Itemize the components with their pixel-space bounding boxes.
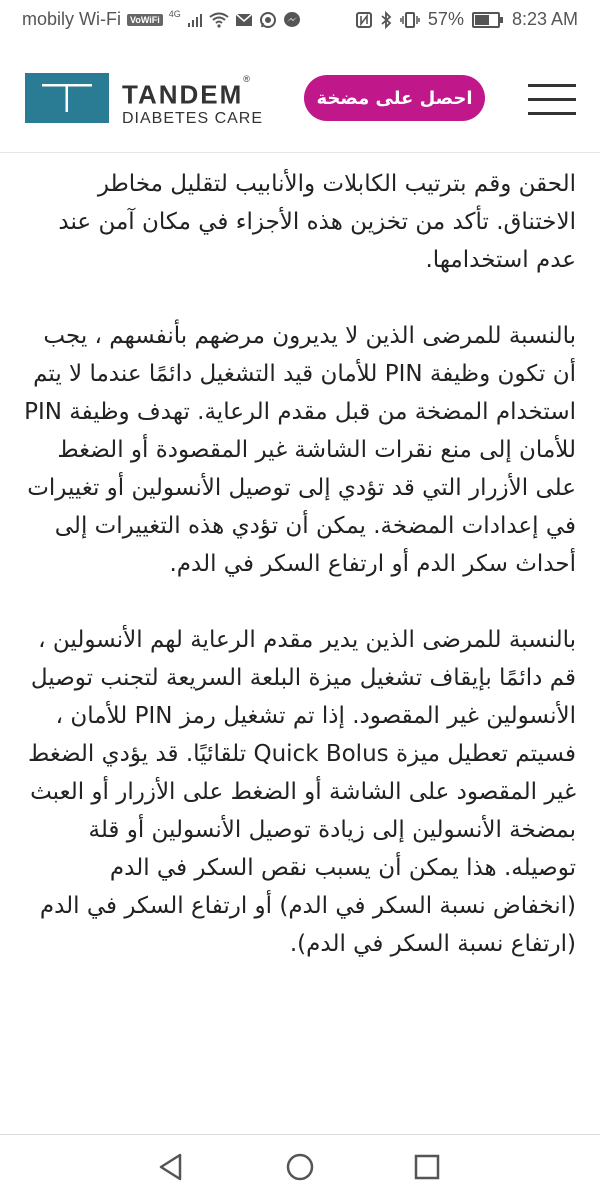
mail-icon — [235, 13, 253, 27]
vibrate-icon — [400, 12, 420, 28]
bluetooth-icon — [380, 11, 392, 29]
article-body — [24, 152, 576, 1134]
clock: 8:23 AM — [511, 9, 578, 29]
tandem-logo-mark[interactable] — [25, 73, 109, 123]
get-pump-button[interactable]: احصل على مضخة — [304, 75, 485, 121]
system-nav-bar — [0, 1134, 600, 1201]
article-paragraph: بالنسبة للمرضى الذين لا يديرون مرضهم بأنفسهم ، يجب أن تكون وظيفة PIN للأمان قيد التشغيل دائمًا عندما لا يتم استخدام المضخة من قبل مقدم الرعاية. تهدف وظيفة PIN للأمان إلى منع نقرات الشاشة غير المقصودة أو الضغط على الأزرار التي قد تؤدي إلى توصيل الأنسولين أو تغييرات في إعدادات المضخة. يمكن أن تؤدي هذه التغييرات إلى أحداث سكر الدم أو ارتفاع السكر في الدم. — [24, 323, 576, 577]
carrier-name: mobily Wi-Fi — [22, 9, 121, 29]
whatsapp-icon — [259, 11, 277, 29]
logo-subtitle: DIABETES CARE — [122, 109, 264, 127]
back-icon[interactable] — [154, 1150, 188, 1184]
home-icon[interactable] — [283, 1150, 317, 1184]
status-bar — [0, 0, 600, 40]
vowifi-badge: VoWiFi — [127, 14, 163, 26]
wifi-icon — [209, 12, 229, 28]
messenger-icon — [283, 11, 301, 29]
battery-icon — [472, 12, 500, 28]
hamburger-menu-icon[interactable] — [528, 82, 576, 118]
article-paragraph: بالنسبة للمرضى الذين يدير مقدم الرعاية لهم الأنسولين ، قم دائمًا بإيقاف تشغيل ميزة البلعة السريعة لتجنب توصيل الأنسولين غير المقصود. إذا تم تشغيل رمز PIN للأمان ، فسيتم تعطيل ميزة Quick Bolus تلقائيًا. قد يؤدي الضغط غير المقصود على الشاشة أو الضغط على الأزرار أو العبث بمضخة الأنسولين إلى زيادة توصيل الأنسولين أو قلة توصيله. هذا يمكن أن يسبب نقص السكر في الدم (انخفاض نسبة السكر في الدم) أو ارتفاع السكر في الدم (ارتفاع نسبة السكر في الدم). — [28, 627, 576, 957]
nfc-icon — [356, 12, 372, 28]
status-bar-right — [356, 9, 578, 30]
signal-icon — [187, 12, 203, 28]
tandem-logo-text[interactable] — [122, 74, 264, 128]
battery-percent: 57% — [427, 9, 464, 29]
logo-name: TANDEM — [122, 79, 244, 110]
article-paragraph: الحقن وقم بترتيب الكابلات والأنابيب لتقليل مخاطر الاختناق. تأكد من تخزين هذه الأجزاء في مكان آمن عند عدم استخدامها. — [58, 171, 576, 273]
status-bar-left — [22, 9, 301, 30]
recents-icon[interactable] — [410, 1150, 444, 1184]
logo-t-icon — [25, 73, 109, 123]
site-header — [0, 40, 600, 153]
registered-mark: ® — [243, 74, 250, 84]
network-type: 4G — [168, 8, 181, 19]
